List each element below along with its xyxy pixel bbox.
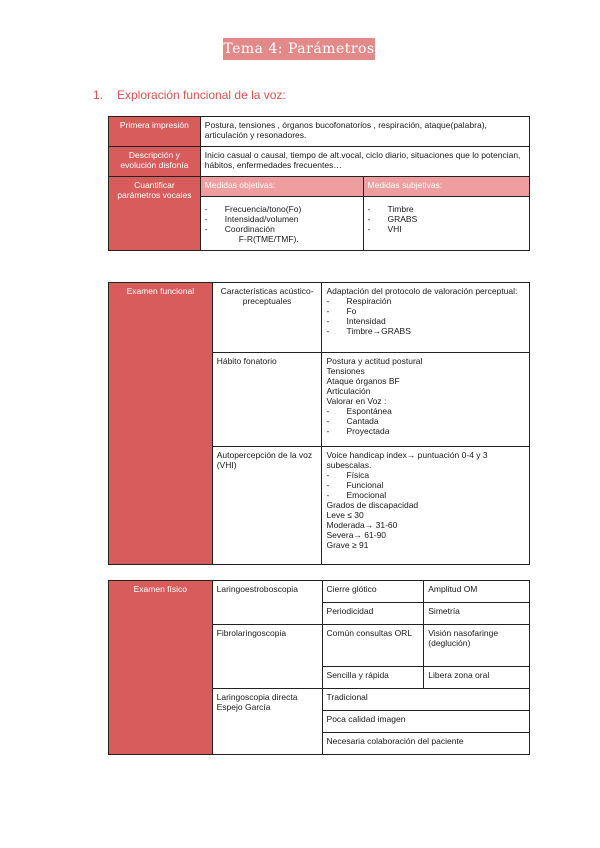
header-primera-impresion: Primera impresión: [109, 117, 201, 147]
row-label: Hábito fonatorio: [212, 353, 322, 447]
subjective-title: Medidas subjetivas:: [363, 177, 529, 197]
table-examen-funcional: [108, 282, 530, 565]
list-item: - Espontánea: [326, 406, 525, 416]
header-descripcion: Descripción y evolución disfonía: [109, 147, 201, 177]
list-item: - VHI: [368, 224, 525, 234]
header-cuantificar: Cuantificar parámetros vocales: [109, 177, 201, 251]
line: Articulación: [326, 386, 371, 396]
cell: Amplitud OM: [424, 581, 530, 603]
cell-descripcion: Inicio casual o causal, tiempo de alt.vocal, ciclo diario, situaciones que lo potencian, hábitos, enfermedades frecuentes…: [200, 147, 529, 177]
cell: Libera zona oral: [424, 667, 530, 689]
list-item: - Intensidad: [326, 316, 525, 326]
row-intro: Voice handicap index→ puntuación 0-4 y 3 subescalas.: [326, 450, 488, 470]
list-item-continued: F-R(TME/TMF).: [238, 234, 299, 244]
line: Postura y actitud postural: [326, 356, 423, 366]
table-exploracion: [108, 116, 530, 251]
header-examen-funcional: Examen funcional: [109, 283, 213, 565]
list-item: - Física: [326, 470, 525, 480]
list-item: - Coordinación: [205, 224, 359, 234]
list-item: - Frecuencia/tono(Fo): [205, 204, 359, 214]
line: Leve ≤ 30: [326, 510, 364, 520]
row-label: Características acústico-preceptuales: [212, 283, 322, 353]
row-label: Laringoscopia directa Espejo García: [212, 689, 322, 755]
header-examen-fisico: Examen físico: [109, 581, 213, 755]
list-item: - Timbre: [368, 204, 525, 214]
list-item: - Funcional: [326, 480, 525, 490]
objective-title: Medidas objetivas:: [200, 177, 363, 197]
line: Ataque órganos BF: [326, 376, 400, 386]
cell-primera-impresion: Postura, tensiones , órganos bucofonatorios , respiración, ataque(palabra), articulación y resonadores.: [200, 117, 529, 147]
list-item: - Emocional: [326, 490, 525, 500]
page-title: Tema 4: Parámetros de la voz: [223, 38, 375, 60]
cell: Necesaria colaboración del paciente: [322, 733, 529, 755]
cell-objective: [200, 197, 363, 251]
line: Valorar en Voz :: [326, 396, 387, 406]
row-label: Fibrolaringoscopia: [212, 625, 322, 689]
row-label: Autopercepción de la voz (VHI): [212, 447, 322, 565]
line: Tensiones: [326, 366, 365, 376]
row-intro: Adaptación del protocolo de valoración perceptual:: [326, 286, 518, 296]
table-examen-fisico: [108, 580, 530, 755]
section-label: Exploración funcional de la voz:: [117, 88, 286, 102]
section-number: 1.: [93, 88, 104, 102]
row-content: [322, 353, 530, 447]
row-content: [322, 447, 530, 565]
cell: Poca calidad imagen: [322, 711, 529, 733]
cell: Simetría: [424, 603, 530, 625]
cell: Periodicidad: [322, 603, 424, 625]
cell: Común consultas ORL: [322, 625, 424, 667]
list-item: - GRABS: [368, 214, 525, 224]
list-item: - Timbre→GRABS: [326, 326, 525, 336]
list-item: - Intensidad/volumen: [205, 214, 359, 224]
cell: Cierre glótico: [322, 581, 424, 603]
cell-subjective: [363, 197, 529, 251]
cell: Sencilla y rápida: [322, 667, 424, 689]
line: Severa→ 61-90: [326, 530, 387, 540]
list-item: - Proyectada: [326, 426, 525, 436]
list-item: - Fo: [326, 306, 525, 316]
row-content: [322, 283, 530, 353]
line: Grados de discapacidad: [326, 500, 419, 510]
list-item: - Respiración: [326, 296, 525, 306]
row-label: Laringoestroboscopia: [212, 581, 322, 625]
section-heading: [93, 88, 286, 102]
line: Grave ≥ 91: [326, 540, 369, 550]
list-item: - Cantada: [326, 416, 525, 426]
cell: Tradicional: [322, 689, 529, 711]
cell: Visión nasofaringe (deglución): [424, 625, 530, 667]
line: Moderada→ 31-60: [326, 520, 398, 530]
